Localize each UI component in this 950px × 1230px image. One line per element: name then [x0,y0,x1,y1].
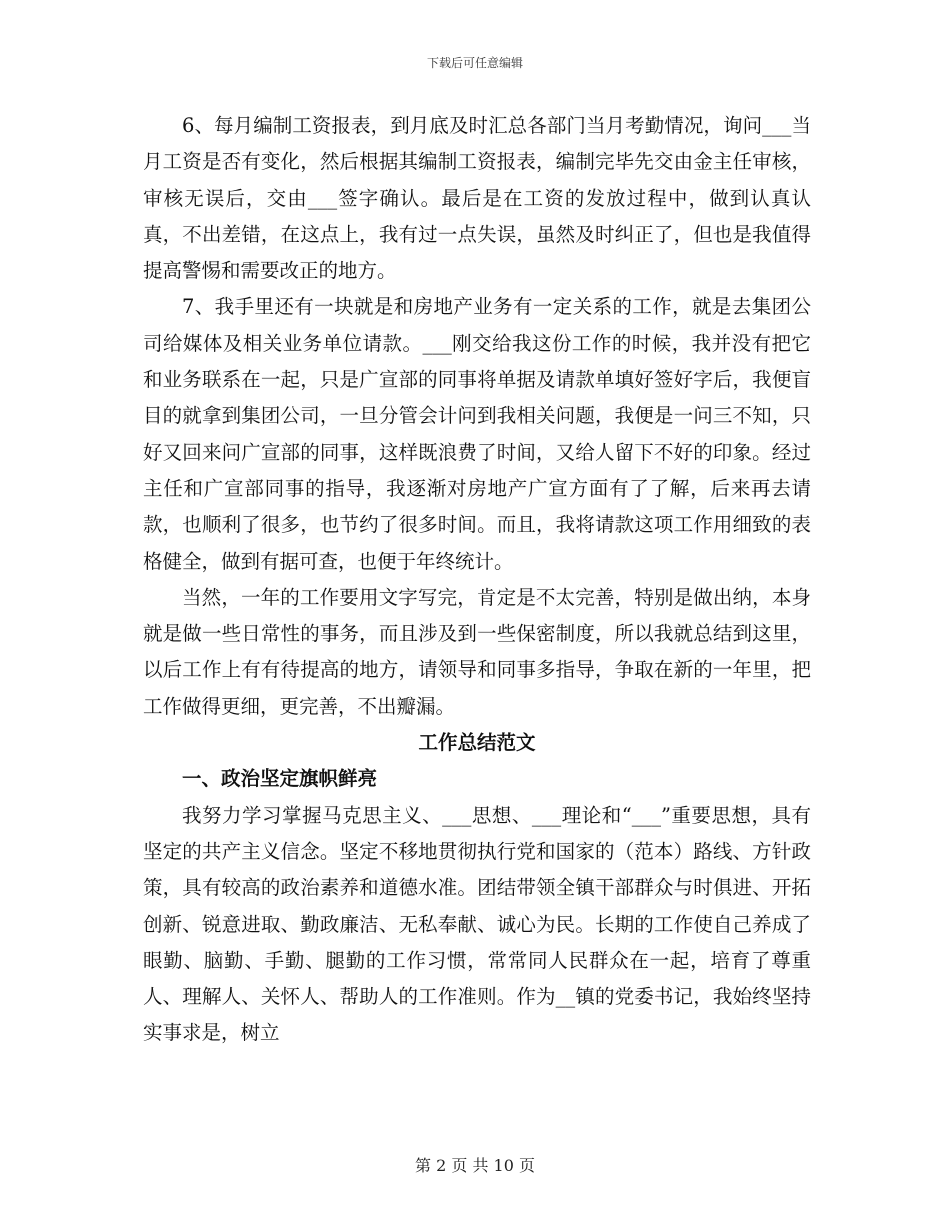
paragraph-item-7: 7、我手里还有一块就是和房地产业务有一定关系的工作，就是去集团公司给媒体及相关业务单位请款。___刚交给我这份工作的时候，我并没有把它和业务联系在一起，只是广宣部的同事将单据及请款单填好签好字后，我便盲目的就拿到集团公司，一旦分管会计问到我相关问题，我便是一问三不知，只好又回来问广宣部的同事，这样既浪费了时间，又给人留下不好的印象。经过主任和广宣部同事的指导，我逐渐对房地产广宣方面有了了解，后来再去请款，也顺利了很多，也节约了很多时间。而且，我将请款这项工作用细致的表格健全，做到有据可查，也便于年终统计。 [143,295,811,573]
document-title: 工作总结范文 [418,731,536,755]
section-paragraph: 我努力学习掌握马克思主义、___思想、___理论和“___”重要思想，具有坚定的共产主义信念。坚定不移地贯彻执行党和国家的（范本）路线、方针政策，具有较高的政治素养和道德水准。团结带领全镇干部群众与时俱进、开拓创新、锐意进取、勤政廉洁、无私奉献、诚心为民。长期的工作使自己养成了眼勤、脑勤、手勤、腿勤的工作习惯，常常同人民群众在一起，培育了尊重人、理解人、关怀人、帮助人的工作准则。作为__镇的党委书记，我始终坚持实事求是，树立 [143,803,811,1045]
paragraph-item-6: 6、每月编制工资报表，到月底及时汇总各部门当月考勤情况，询问___当月工资是否有变化，然后根据其编制工资报表，编制完毕先交由金主任审核，审核无误后，交由___签字确认。最后是在工资的发放过程中，做到认真认真，不出差错，在这点上，我有过一点失误，虽然及时纠正了，但也是我值得提高警惕和需要改正的地方。 [143,114,811,283]
document-body [143,108,811,1052]
closing-paragraph: 当然，一年的工作要用文字写完，肯定是不太完善，特别是做出纳，本身就是做一些日常性的事务，而且涉及到一些保密制度，所以我就总结到这里，以后工作上有有待提高的地方，请领导和同事多指导，争取在新的一年里，把工作做得更细，更完善，不出瓣漏。 [143,585,811,718]
page-number: 第 2 页 共 10 页 [415,1156,535,1175]
section-heading: 一、政治坚定旗帜鲜亮 [182,767,378,791]
page-header: 下载后可任意编辑 [426,56,523,70]
